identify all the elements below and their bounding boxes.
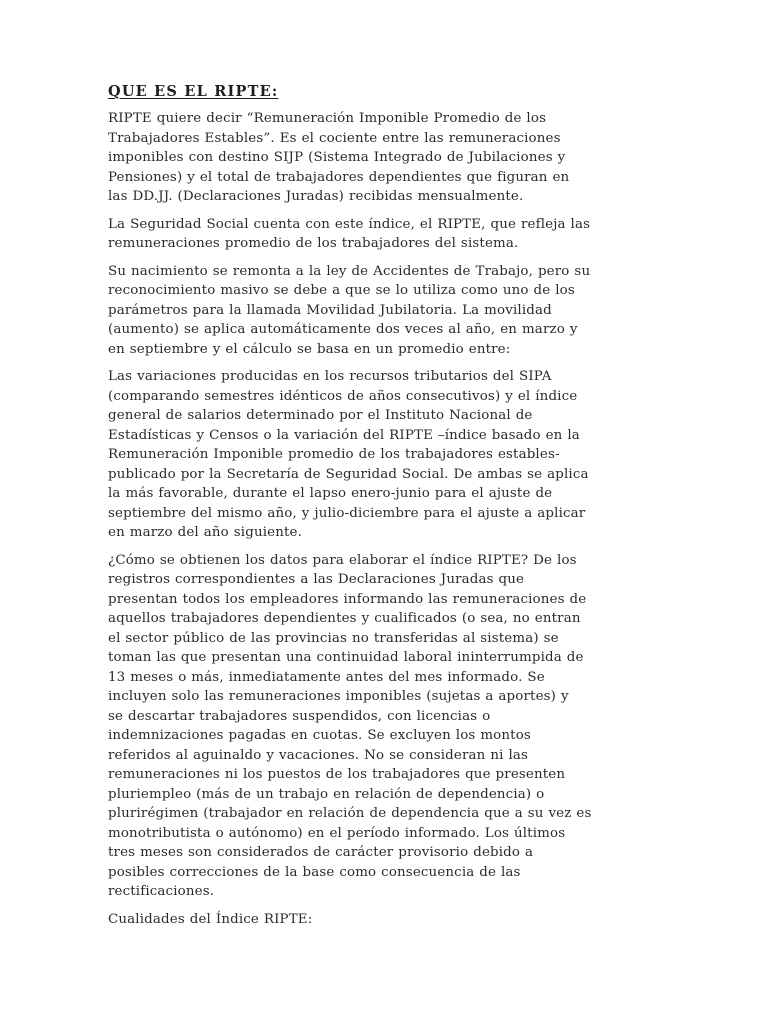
paragraph-line: (comparando semestres idénticos de años consecutivos) y el índice: [108, 388, 578, 404]
paragraph: [108, 367, 664, 543]
paragraph-line: septiembre del mismo año, y julio-diciembre para el ajuste a aplicar: [108, 505, 586, 521]
paragraph-line: plurirégimen (trabajador en relación de dependencia que a su vez es: [108, 806, 592, 821]
paragraph-line: imponibles con destino SIJP (Sistema Integrado de Jubilaciones y: [108, 150, 566, 165]
paragraph-line: Su nacimiento se remonta a la ley de Accidentes de Trabajo, pero su: [108, 263, 591, 279]
paragraph-line: parámetros para la llamada Movilidad Jubilatoria. La movilidad: [108, 302, 552, 318]
paragraph-line: en septiembre y el cálculo se basa en un promedio entre:: [108, 341, 511, 357]
paragraph-line: Pensiones) y el total de trabajadores dependientes que figuran en: [108, 169, 570, 185]
paragraph-line: Trabajadores Estables”. Es el cociente entre las remuneraciones: [108, 130, 561, 146]
paragraph-line: posibles correcciones de la base como consecuencia de las: [108, 864, 521, 880]
paragraph-line: remuneraciones ni los puestos de los trabajadores que presenten: [108, 767, 566, 782]
paragraph-line: (aumento) se aplica automáticamente dos veces al año, en marzo y: [108, 322, 578, 337]
paragraph-line: publicado por la Secretaría de Seguridad Social. De ambas se aplica: [108, 466, 589, 482]
paragraph-line: incluyen solo las remuneraciones imponibles (sujetas a aportes) y: [108, 689, 569, 704]
paragraph-line: ¿Cómo se obtienen los datos para elaborar el índice RIPTE? De los: [108, 552, 577, 568]
paragraph: [108, 551, 664, 902]
paragraph-line: Las variaciones producidas en los recursos tributarios del SIPA: [108, 369, 552, 384]
paragraph-line: 13 meses o más, inmediatamente antes del mes informado. Se: [108, 669, 545, 685]
paragraph-line: referidos al aguinaldo y vacaciones. No se consideran ni las: [108, 747, 529, 763]
paragraph-line: en marzo del año siguiente.: [108, 525, 303, 540]
paragraph-line: el sector público de las provincias no transferidas al sistema) se: [108, 630, 559, 646]
paragraph-line: pluriempleo (más de un trabajo en relación de dependencia) o: [108, 786, 545, 802]
paragraph: [108, 262, 664, 360]
paragraph-line: rectificaciones.: [108, 884, 215, 899]
paragraph-line: Estadísticas y Censos o la variación del RIPTE –índice basado en la: [108, 427, 580, 443]
paragraph-line: tres meses son considerados de carácter provisorio debido a: [108, 845, 534, 860]
paragraph-line: toman las que presentan una continuidad laboral ininterrumpida de: [108, 650, 584, 665]
paragraph-line: reconocimiento masivo se debe a que se lo utiliza como uno de los: [108, 283, 575, 298]
paragraph-line: registros correspondientes a las Declaraciones Juradas que: [108, 572, 525, 587]
paragraph-line: monotributista o autónomo) en el período informado. Los últimos: [108, 825, 566, 841]
paragraph-line: Remuneración Imponible promedio de los trabajadores estables-: [108, 447, 560, 462]
paragraph-line: La Seguridad Social cuenta con este índice, el RIPTE, que refleja las: [108, 216, 591, 232]
paragraph-line: aquellos trabajadores dependientes y cualificados (o sea, no entran: [108, 611, 581, 626]
paragraph-line: remuneraciones promedio de los trabajadores del sistema.: [108, 236, 519, 251]
document-body: [108, 82, 664, 937]
paragraph-line: las DD.JJ. (Declaraciones Juradas) recibidas mensualmente.: [108, 189, 524, 204]
paragraph: [108, 910, 664, 930]
paragraph-line: presentan todos los empleadores informando las remuneraciones de: [108, 591, 587, 607]
paragraph-line: RIPTE quiere decir “Remuneración Imponible Promedio de los: [108, 111, 547, 126]
paragraph-line: indemnizaciones pagadas en cuotas. Se excluyen los montos: [108, 728, 531, 743]
paragraph-list: [108, 109, 664, 929]
paragraph-line: se descartar trabajadores suspendidos, con licencias o: [108, 708, 491, 724]
paragraph: [108, 215, 664, 254]
paragraph: [108, 109, 664, 207]
paragraph-line: Cualidades del Índice RIPTE:: [108, 911, 313, 927]
paragraph-line: la más favorable, durante el lapso enero-junio para el ajuste de: [108, 486, 553, 501]
section-heading: QUE ES EL RIPTE:: [108, 83, 279, 100]
paragraph-line: general de salarios determinado por el Instituto Nacional de: [108, 408, 533, 423]
